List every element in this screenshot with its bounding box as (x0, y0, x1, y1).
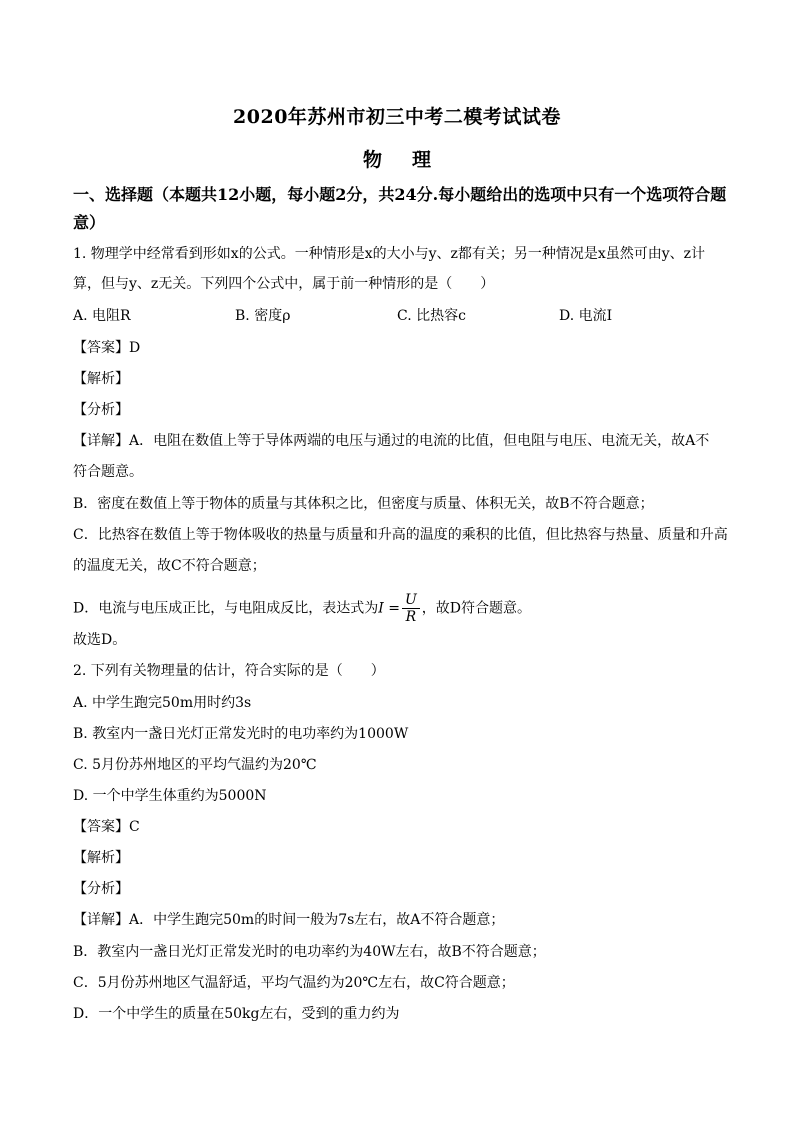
q2-option-a: A. 中学生跑完50m用时约3s (73, 695, 252, 711)
q2-option-c: C. 5月份苏州地区的平均气温约为20℃ (73, 757, 317, 773)
q1-option-d: D. 电流I (559, 308, 613, 324)
q2-detail-line-1: 【详解】A．中学生跑完50m的时间一般为7s左右，故A不符合题意； (73, 912, 505, 928)
section-heading: 一、选择题（本题共12小题，每小题2分，共24分.每小题给出的选项中只有一个选项符合题意） (73, 185, 727, 232)
formula-fraction (402, 592, 420, 625)
q1-stem-line-2: 算，但与y、z无关。下列四个公式中，属于前一种情形的是（ ） (73, 276, 495, 292)
q1-option-a: A. 电阻R (73, 308, 131, 324)
formula-lhs: I = (378, 600, 400, 617)
q2-answer: 【答案】C (73, 819, 140, 835)
q2-stem: 2. 下列有关物理量的估计，符合实际的是（ ） (73, 663, 385, 679)
q1-detail-6-post: ，故D符合题意。 (421, 600, 531, 617)
q1-detail-line-4: C．比热容在数值上等于物体吸收的热量与质量和升高的温度的乘积的比值，但比热容与热量、质量和升高 (73, 527, 728, 543)
q2-fenxi-label: 【分析】 (73, 881, 129, 897)
q2-option-d: D. 一个中学生体重约为5000N (73, 788, 267, 804)
q1-stem-line-1: 1. 物理学中经常看到形如x的公式。一种情形是x的大小与y、z都有关；另一种情况是x虽然可由y、z计 (73, 246, 706, 262)
q2-detail-line-4: D．一个中学生的质量在50kg左右，受到的重力约为 (73, 1006, 400, 1022)
q1-analysis-label: 【解析】 (73, 371, 129, 387)
subject-char-1: 物 (362, 149, 382, 171)
formula-denominator: R (405, 609, 417, 625)
q1-options (73, 306, 721, 326)
q1-detail-6-pre: D．电流与电压成正比，与电阻成反比，表达式为 (73, 600, 379, 617)
q1-conclusion: 故选D。 (73, 632, 127, 648)
exam-title: 2020年苏州市初三中考二模考试试卷 (233, 106, 561, 128)
subject-char-2: 理 (412, 149, 432, 171)
formula-numerator: U (402, 592, 420, 609)
q1-detail-line-5: 的温度无关，故C不符合题意； (73, 558, 266, 574)
q1-detail-line-6 (73, 592, 531, 625)
q1-fenxi-label: 【分析】 (73, 402, 129, 418)
q1-option-b: B. 密度ρ (235, 308, 291, 324)
q1-detail-line-3: B．密度在数值上等于物体的质量与其体积之比，但密度与质量、体积无关，故B不符合题意； (73, 496, 654, 512)
q1-detail-line-1: 【详解】A．电阻在数值上等于导体两端的电压与通过的电流的比值，但电阻与电压、电流无关，故A不 (73, 433, 710, 449)
subject-heading (0, 145, 794, 172)
q1-answer: 【答案】D (73, 340, 141, 356)
q1-detail-line-2: 符合题意。 (73, 464, 143, 480)
q2-detail-line-3: C．5月份苏州地区气温舒适，平均气温约为20℃左右，故C符合题意； (73, 975, 515, 991)
q2-option-b: B. 教室内一盏日光灯正常发光时的电功率约为1000W (73, 726, 409, 742)
q2-detail-line-2: B．教室内一盏日光灯正常发光时的电功率约为40W左右，故B不符合题意； (73, 944, 546, 960)
q1-option-c: C. 比热容c (397, 308, 466, 324)
q2-analysis-label: 【解析】 (73, 850, 129, 866)
